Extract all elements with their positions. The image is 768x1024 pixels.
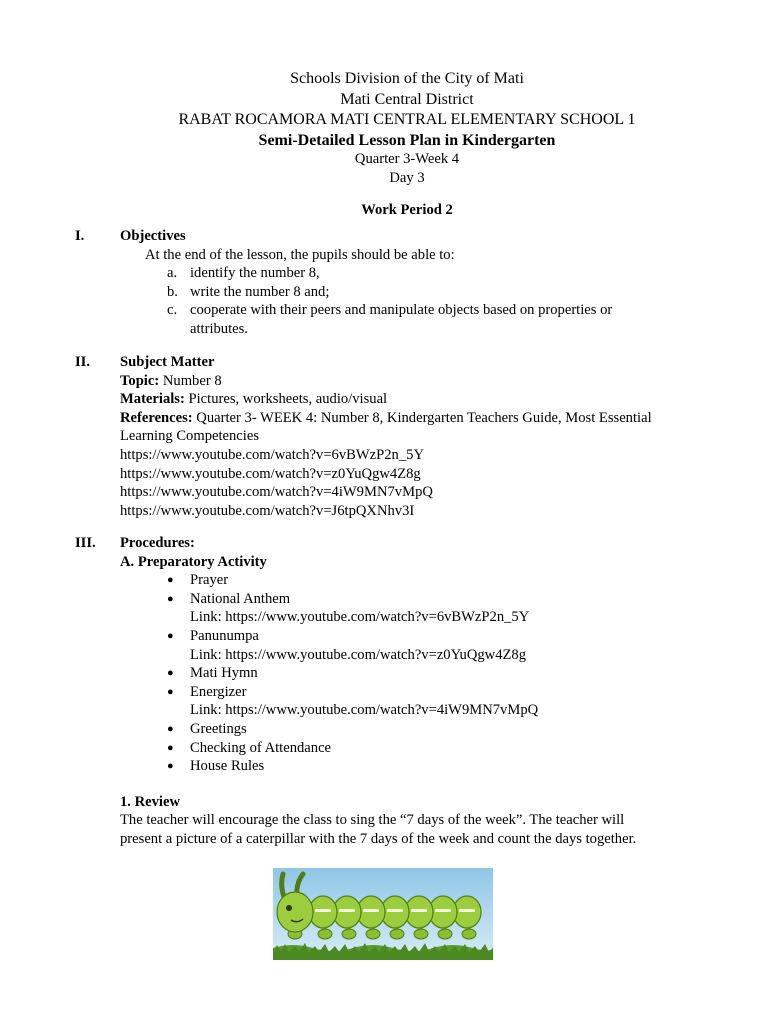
- subject-matter-heading: Subject Matter: [120, 354, 215, 370]
- bullet-icon: ●: [167, 685, 174, 698]
- list-item: [120, 627, 700, 664]
- list-item-text: Greetings: [190, 720, 247, 737]
- list-item: [120, 590, 700, 627]
- bullet-icon: ●: [167, 574, 174, 587]
- list-item-text: Energizer: [190, 683, 247, 700]
- list-item-text: Panunumpa: [190, 627, 259, 644]
- topic-value: Number 8: [159, 372, 222, 389]
- school-name: RABAT ROCAMORA MATI CENTRAL ELEMENTARY SCHOOL 1: [178, 111, 636, 128]
- reference-link[interactable]: https://www.youtube.com/watch?v=4iW9MN7vMpQ: [120, 484, 433, 501]
- review-heading: 1. Review: [120, 793, 180, 810]
- objective-mark: a.: [167, 265, 178, 282]
- preparatory-activity-list: [120, 571, 700, 776]
- bullet-icon: ●: [167, 667, 174, 680]
- day-label: Day 3: [389, 169, 425, 186]
- list-item: [120, 739, 700, 758]
- document-header: [100, 69, 714, 220]
- reference-link[interactable]: https://www.youtube.com/watch?v=z0YuQgw4Z8g: [120, 465, 421, 482]
- caterpillar-head: [277, 892, 313, 932]
- division-name: Schools Division of the City of Mati: [290, 70, 524, 87]
- bullet-icon: ●: [167, 722, 174, 735]
- district-name: Mati Central District: [340, 90, 474, 108]
- procedures-heading: Procedures:: [120, 535, 195, 551]
- objective-text: cooperate with their peers and manipulate objects based on properties or: [190, 302, 613, 319]
- objective-mark: c.: [167, 302, 178, 319]
- references-value: Quarter 3- WEEK 4: Number 8, Kindergarten Teachers Guide, Most Essential: [192, 409, 652, 426]
- materials-line: [120, 390, 700, 409]
- objectives-intro: At the end of the lesson, the pupils should be able to:: [145, 246, 455, 263]
- list-item: [120, 683, 700, 720]
- review-text-line: present a picture of a caterpillar with the 7 days of the week and count the days together.: [120, 830, 637, 847]
- preparatory-activity-heading: A. Preparatory Activity: [120, 553, 267, 570]
- bullet-icon: ●: [167, 592, 174, 605]
- objective-mark: b.: [167, 283, 178, 300]
- objective-item: [120, 301, 700, 320]
- topic-line: [120, 372, 700, 391]
- bullet-icon: ●: [167, 629, 174, 642]
- caterpillar-illustration: [273, 868, 493, 960]
- list-item: [120, 757, 700, 776]
- work-period-heading: Work Period 2: [361, 201, 453, 218]
- review-text-line: The teacher will encourage the class to sing the “7 days of the week”. The teacher will: [120, 812, 625, 829]
- list-item: [120, 720, 700, 739]
- list-item-link[interactable]: Link: https://www.youtube.com/watch?v=4iW9MN7vMpQ: [190, 702, 539, 719]
- objective-item-continued: [120, 320, 700, 339]
- bullet-icon: ●: [167, 760, 174, 773]
- references-label: References:: [120, 409, 193, 426]
- objectives-heading: Objectives: [120, 228, 186, 244]
- quarter-week: Quarter 3-Week 4: [354, 150, 460, 167]
- list-item: [120, 571, 700, 590]
- list-item-link[interactable]: Link: https://www.youtube.com/watch?v=z0YuQgw4Z8g: [190, 646, 526, 663]
- objective-text: identify the number 8,: [190, 265, 320, 282]
- materials-label: Materials:: [120, 391, 185, 408]
- reference-link[interactable]: https://www.youtube.com/watch?v=J6tpQXNhv3I: [120, 502, 415, 519]
- procedures-number: III.: [75, 535, 96, 551]
- subject-matter-number: II.: [75, 354, 91, 370]
- list-item: [120, 664, 700, 683]
- objective-text: attributes.: [190, 320, 248, 337]
- topic-label: Topic:: [120, 372, 160, 389]
- bullet-icon: ●: [167, 741, 174, 754]
- document-title: Semi-Detailed Lesson Plan in Kindergarten: [258, 131, 556, 149]
- references-continued: Learning Competencies: [120, 428, 259, 445]
- reference-link[interactable]: https://www.youtube.com/watch?v=6vBWzP2n_5Y: [120, 446, 424, 463]
- materials-value: Pictures, worksheets, audio/visual: [184, 391, 388, 408]
- caterpillar-days-picture: [273, 868, 493, 960]
- list-item-text: National Anthem: [190, 590, 291, 607]
- references-line: [120, 409, 700, 428]
- objective-item: [120, 264, 700, 283]
- objective-text: write the number 8 and;: [190, 283, 330, 300]
- eye: [286, 905, 292, 911]
- list-item-text: Prayer: [190, 572, 229, 589]
- list-item-text: Checking of Attendance: [190, 739, 332, 756]
- objective-item: [120, 283, 700, 302]
- list-item-link[interactable]: Link: https://www.youtube.com/watch?v=6vBWzP2n_5Y: [190, 609, 530, 626]
- list-item-text: House Rules: [190, 758, 265, 775]
- list-item-text: Mati Hymn: [190, 665, 258, 682]
- objectives-number: I.: [75, 228, 85, 244]
